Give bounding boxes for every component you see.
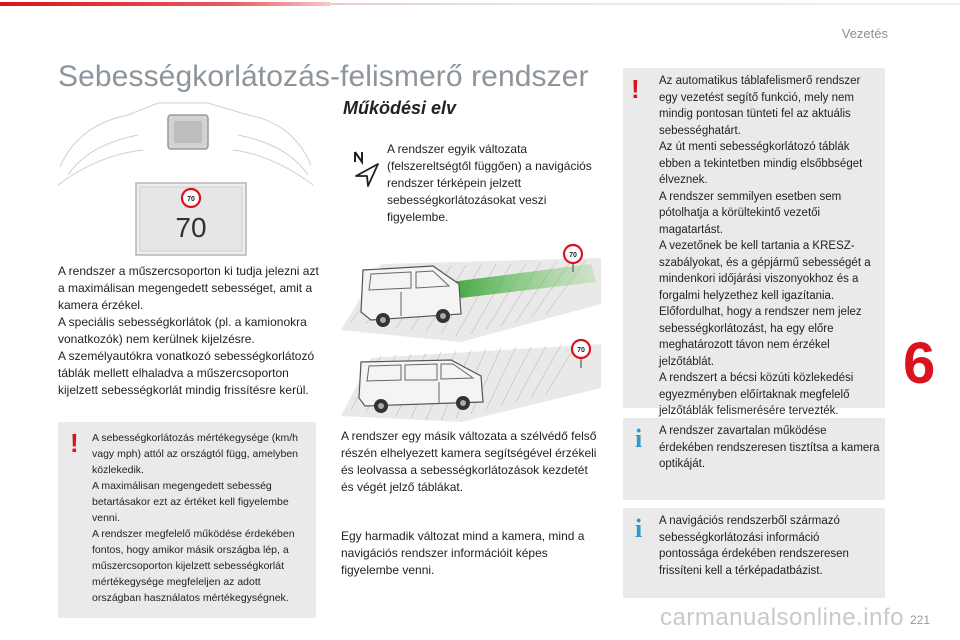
chapter-number: 6 (903, 331, 936, 396)
left-warning-box (58, 422, 316, 618)
warning-icon: ! (631, 74, 640, 104)
warning-paragraph: A sebességkorlátozás mértékegysége (km/h vagy mph) attól az országtól függ, amelyben közlekedik. (92, 432, 299, 476)
warning-paragraph: A rendszert a bécsi közúti közlekedési egyezményben előírtaknak megfelelő jelzőtáblák felismerésére tervezték. (659, 372, 854, 417)
warning-paragraph: A rendszer semmilyen esetben sem pótolhatja a körültekintő vezetői magatartást. (659, 190, 842, 236)
dashboard-sign-value: 70 (187, 196, 195, 203)
camera-variant-text: A rendszer egy másik változata a szélvédő felső részén elhelyezett kamera segítségével érzékeli és leolvassa a sebességkorlátozások kezdetét és végét jelző táblákat. (341, 429, 597, 494)
navigation-info-box (623, 508, 885, 598)
left-paragraph: A személyautókra vonatkozó sebességkorlátozó táblák mellett elhaladva a műszercsoporton kijelzett sebességkorlát mindig frissítésre kerül. (58, 349, 315, 397)
van1-sign-value: 70 (569, 252, 577, 259)
van-camera-illustration (341, 242, 601, 342)
navigation-compass-icon (352, 150, 382, 188)
info-icon: i (635, 424, 643, 453)
right-warning-box (623, 68, 885, 417)
warning-paragraph: Az út menti sebességkorlátozó táblák ebben a tekintetben mindig elsőbbséget élveznek. (659, 141, 863, 186)
warning-paragraph: A vezetőnek be kell tartania a KRESZ-szabályokat, és a gépjármű sebességét a mindenkori időjárási viszonyokhoz és a forgalmi helyzethez kell igazítania. (659, 240, 871, 302)
warning-icon: ! (70, 428, 79, 458)
info-icon: i (635, 514, 643, 543)
van-side-illustration (341, 336, 601, 422)
top-accent-red (0, 2, 330, 6)
dashboard-speed-display-figure (58, 95, 313, 260)
warning-paragraph: A maximálisan megengedett sebesség betartásakor ezt az értéket kell figyelembe venni. (92, 480, 289, 524)
watermark: carmanualsonline.info (660, 604, 904, 631)
combined-variant-text: Egy harmadik változat mind a kamera, mind a navigációs rendszer információit képes figyelembe venni. (341, 529, 585, 577)
camera-info-text: A rendszer zavartalan működése érdekében rendszeresen tisztítsa a kamera optikáját. (659, 425, 880, 470)
warning-paragraph: A rendszer megfelelő működése érdekében fontos, hogy amikor másik országba lép, a műszercsoporton kijelzett sebességkorlát mértékegysége megfeleljen az adott országban használatos mértékegységnek. (92, 528, 295, 604)
top-accent-bar (0, 0, 960, 8)
navigation-info-text: A navigációs rendszerből származó sebességkorlátozási információ pontossága érdekében rendszeresen frissíteni kell a térképadatbázist. (659, 515, 849, 577)
dashboard-display-value: 70 (175, 212, 207, 243)
top-accent-grey (330, 3, 960, 5)
left-paragraph: A rendszer a műszercsoporton ki tudja jelezni azt a maximálisan megengedett sebességet, amit a kamera érzékel. (58, 264, 319, 312)
left-column-text (58, 263, 320, 399)
section-title: Vezetés (841, 26, 888, 41)
page-number: 221 (910, 613, 931, 627)
warning-paragraph: Az automatikus táblafelismerő rendszer egy vezetést segítő funkció, mely nem mindig pontosan tünteti fel az aktuális sebességhatárt. (659, 75, 861, 137)
warning-paragraph: Előfordulhat, hogy a rendszer nem jelez sebességkorlátozást, ha egy előre meghatározott távon nem érzékel jelzőtáblát. (659, 306, 862, 368)
page-title: Sebességkorlátozás-felismerő rendszer (58, 60, 589, 93)
section-heading: Működési elv (343, 98, 457, 118)
van2-sign-value: 70 (577, 347, 585, 354)
navigation-variant-text: A rendszer egyik változata (felszereltségtől függően) a navigációs rendszer térképein jelzett sebességkorlátozásokat veszi figyelembe. (387, 142, 592, 224)
left-paragraph: A speciális sebességkorlátok (pl. a kamionokra vonatkozók) nem kerülnek kijelzésre. (58, 315, 307, 346)
camera-info-box (623, 418, 885, 500)
